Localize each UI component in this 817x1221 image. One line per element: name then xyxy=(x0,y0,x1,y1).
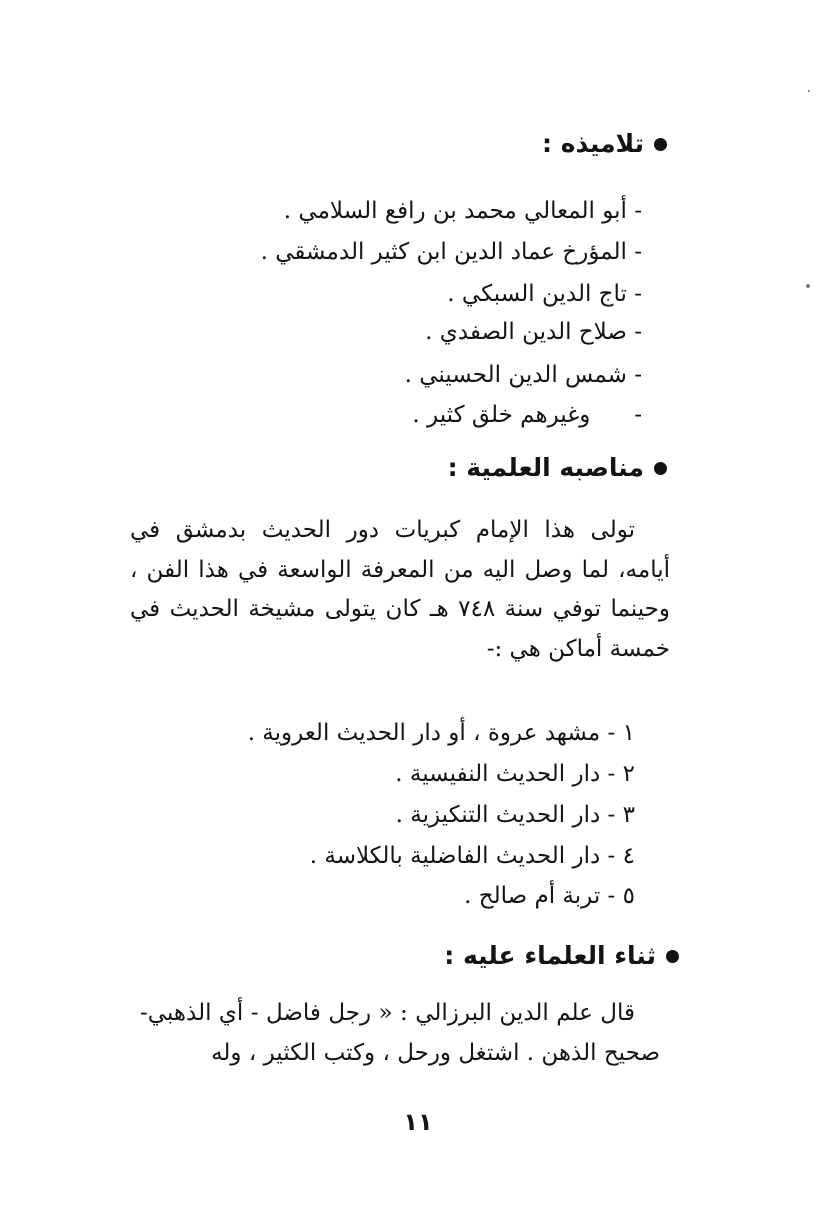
bullet-icon xyxy=(654,462,667,475)
students-heading-text: تلاميذه : xyxy=(542,129,644,158)
praise-paragraph: قال علم الدين البرزالي : « رجل فاضل - أي الذهبي- صحيح الذهن . اشتغل ورحل ، وكتب الكثير ، وله xyxy=(140,1000,660,1066)
students-item-3: - تاج الدين السبكي . xyxy=(447,281,642,307)
students-item-1: - أبو المعالي محمد بن رافع السلامي . xyxy=(283,198,642,224)
positions-item-2: ٢ - دار الحديث النفيسية . xyxy=(395,761,635,787)
bullet-icon xyxy=(654,138,667,151)
students-item-4: - صلاح الدين الصفدي . xyxy=(425,319,642,345)
scan-speck xyxy=(806,284,810,288)
positions-heading-text: مناصبه العلمية : xyxy=(447,453,644,482)
praise-heading xyxy=(444,939,679,973)
students-item-5: - شمس الدين الحسيني . xyxy=(404,362,642,388)
positions-paragraph: تولى هذا الإمام كبريات دور الحديث بدمشق في أيامه، لما وصل اليه من المعرفة الواسعة في هذا الفن ، وحينما توفي سنة ٧٤٨ هـ كان يتولى مشيخة الحديث في خمسة أماكن هي :- xyxy=(130,517,670,662)
positions-item-4: ٤ - دار الحديث الفاضلية بالكلاسة . xyxy=(309,843,635,869)
positions-heading xyxy=(448,451,667,485)
positions-item-1: ١ - مشهد عروة ، أو دار الحديث العروية . xyxy=(247,720,635,746)
bullet-icon xyxy=(666,950,679,963)
scan-speck xyxy=(808,90,810,92)
students-heading xyxy=(542,127,667,161)
praise-heading-text: ثناء العلماء عليه : xyxy=(444,941,656,970)
positions-item-5: ٥ - تربة أم صالح . xyxy=(464,883,635,909)
students-item-6: - وغيرهم خلق كثير . xyxy=(412,402,642,428)
page-number: ١١ xyxy=(403,1108,433,1136)
students-item-2: - المؤرخ عماد الدين ابن كثير الدمشقي . xyxy=(260,239,642,265)
positions-item-3: ٣ - دار الحديث التنكيزية . xyxy=(395,802,635,828)
